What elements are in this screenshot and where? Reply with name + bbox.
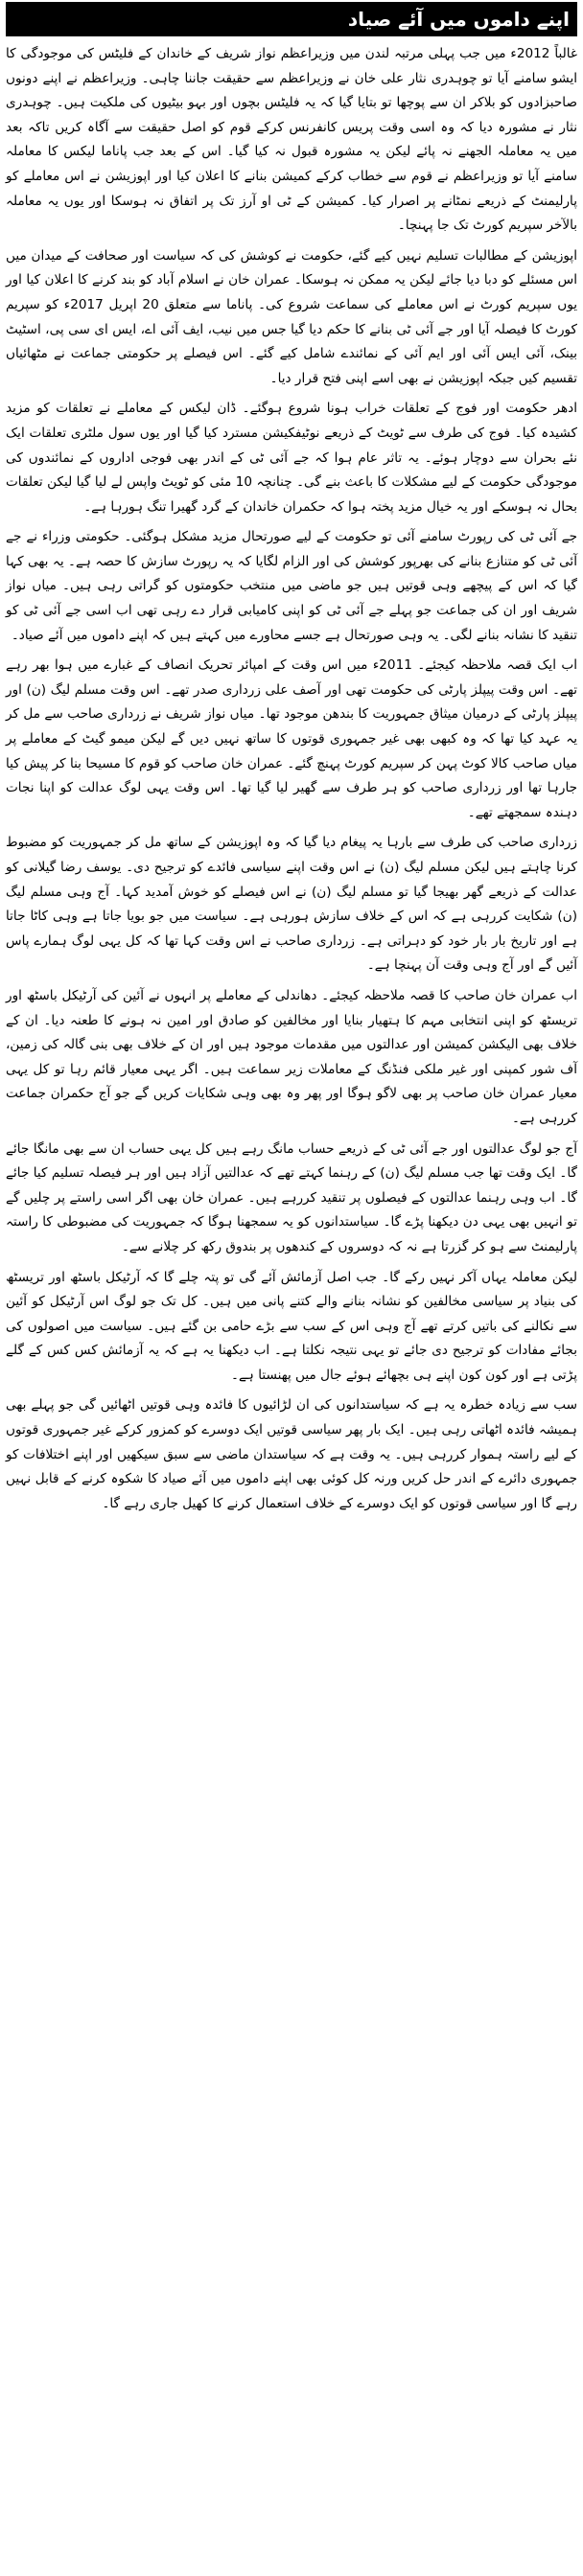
paragraph-7: اب عمران خان صاحب کا قصہ ملاحظہ کیجئے۔ دھاندلی کے معاملے پر انہوں نے آئین کی آرٹیکل باسٹھ اور تریسٹھ کو اپنی انتخابی مہم کا ہتھیار بنایا اور مخالفین کو صادق اور امین نہ ہونے کا طعنہ دیا۔ ان کے خلاف بھی الیکشن کمیشن اور عدالتوں میں مقدمات موجود ہیں اور ان کے خلاف بھی بنی گالہ کی زمین، آف شور کمپنی اور غیر ملکی فنڈنگ کے معاملات زیر سماعت ہیں۔ اگر یہی معیار قائم رہا تو کل یہی معیار عمران خان صاحب پر بھی لاگو ہوگا اور پھر وہ بھی وہی شکایات کریں گے جو آج حکمران جماعت کررہی ہے۔ <box>6 987 577 1126</box>
paragraph-6: زرداری صاحب کی طرف سے بارہا یہ پیغام دیا گیا کہ وہ اپوزیشن کے ساتھ مل کر جمہوریت کو مضبوط کرنا چاہتے ہیں لیکن مسلم لیگ (ن) نے اس وقت اپنے سیاسی فائدے کو ترجیح دی۔ یوسف رضا گیلانی کو عدالت کے ذریعے گھر بھیجا گیا تو مسلم لیگ (ن) نے اس فیصلے کو خوش آمدید کہا۔ آج وہی مسلم لیگ (ن) شکایت کررہی ہے کہ اس کے خلاف سازش ہورہی ہے۔ سیاست میں جو بویا جاتا ہے وہی کاٹا جاتا ہے اور تاریخ بار بار خود کو دہراتی ہے۔ زرداری صاحب نے اس وقت کہا تھا کہ کل یہی لوگ ہمارے پاس آئیں گے اور آج وہی وقت آن پہنچا ہے۔ <box>6 835 577 974</box>
headline: اپنے داموں میں آئے صیاد <box>347 8 570 31</box>
paragraph-2: اپوزیشن کے مطالبات تسلیم نہیں کیے گئے، حکومت نے کوشش کی کہ سیاست اور صحافت کے میدان میں اس مسئلے کو دبا دیا جائے لیکن یہ ممکن نہ ہوسکا۔ عمران خان نے اسلام آباد کو بند کرنے کا اعلان کیا اور یوں سپریم کورٹ نے اس معاملے کی سماعت شروع کی۔ پاناما سے متعلق 20 اپریل 2017ء کو سپریم کورٹ کا فیصلہ آیا اور جے آئی ٹی بنانے کا حکم دیا گیا جس میں نیب، ایف آئی اے، ایس ای سی پی، اسٹیٹ بینک، آئی ایس آئی اور ایم آئی کے نمائندے شامل کیے گئے۔ اس فیصلے پر حکومتی جماعت نے مٹھائیاں تقسیم کیں جبکہ اپوزیشن نے بھی اسے اپنی فتح قرار دیا۔ <box>6 247 578 386</box>
paragraph-3: ادھر حکومت اور فوج کے تعلقات خراب ہونا شروع ہوگئے۔ ڈان لیکس کے معاملے نے تعلقات کو مزید کشیدہ کیا۔ فوج کی طرف سے ٹویٹ کے ذریعے نوٹیفکیشن مسترد کیا گیا اور یوں سول ملٹری تعلقات ایک نئے بحران سے دوچار ہوئے۔ یہ تاثر عام ہوا کہ جے آئی ٹی کے اندر بھی فوجی اداروں کے نمائندوں کی موجودگی حکومت کے لیے مشکلات کا باعث بنے گی۔ چنانچہ 10 مئی کو ٹویٹ واپس لے لیا گیا لیکن تعلقات بحال نہ ہوسکے اور یہ خیال مزید پختہ ہوا کہ حکمران خاندان کے گرد گھیرا تنگ ہورہا ہے۔ <box>6 401 577 515</box>
paragraph-10: سب سے زیادہ خطرہ یہ ہے کہ سیاستدانوں کی ان لڑائیوں کا فائدہ وہی قوتیں اٹھائیں گی جو پہلے بھی ہمیشہ فائدہ اٹھاتی رہی ہیں۔ ایک بار پھر سیاسی قوتیں ایک دوسرے کو کمزور کرکے غیر جمہوری قوتوں کے لیے راستہ ہموار کررہی ہیں۔ یہ وقت ہے کہ سیاستدان ماضی سے سبق سیکھیں اور اپنے اختلافات کو جمہوری دائرے کے اندر حل کریں ورنہ کل کوئی بھی اپنے داموں میں آئے صیاد کا شکوہ کرنے کے قابل نہیں رہے گا اور سیاسی قوتوں کو ایک دوسرے کے خلاف استعمال کرنے کا کھیل جاری رہے گا۔ <box>6 1397 577 1511</box>
paragraph-5: اب ایک قصہ ملاحظہ کیجئے۔ 2011ء میں اس وقت کے امپائر تحریک انصاف کے غبارے میں ہوا بھر رہے تھے۔ اس وقت پیپلز پارٹی کی حکومت تھی اور آصف علی زرداری صدر تھے۔ اس وقت مسلم لیگ (ن) اور پیپلز پارٹی کے درمیان میثاق جمہوریت کا بندھن موجود تھا۔ میاں نواز شریف نے زرداری صاحب سے مل کر یہ عہد کیا تھا کہ وہ کبھی بھی غیر جمہوری قوتوں کا ساتھ نہیں دیں گے لیکن میمو گیٹ کے معاملے پر میاں صاحب کالا کوٹ پہن کر سپریم کورٹ پہنچ گئے۔ عمران خان صاحب کو قوم کا مسیحا بنا کر پیش کیا جارہا تھا اور زرداری صاحب کو ہر طرف سے گھیر لیا گیا تھا۔ اس وقت یہی لوگ عدالت کو اپنا نجات دہندہ سمجھتے تھے۔ <box>6 657 578 820</box>
paragraph-9: لیکن معاملہ یہاں آکر نہیں رکے گا۔ جب اصل آزمائش آئے گی تو پتہ چلے گا کہ آرٹیکل باسٹھ اور تریسٹھ کی بنیاد پر سیاسی مخالفین کو نشانہ بنانے والے کتنے پانی میں ہیں۔ کل تک جو لوگ اس آرٹیکل کو آئین سے نکالنے کی باتیں کرتے تھے آج وہی اس کے سب سے بڑے حامی بن گئے ہیں۔ سیاست میں اصولوں کی بجائے مفادات کو ترجیح دی جائے تو یہی نتیجہ نکلتا ہے۔ اب دیکھنا یہ ہے کہ یہ آزمائش کس کس کے گلے پڑتی ہے اور کون کون اپنے ہی بچھائے ہوئے جال میں پھنستا ہے۔ <box>6 1269 577 1383</box>
paragraph-4: جے آئی ٹی کی رپورٹ سامنے آئی تو حکومت کے لیے صورتحال مزید مشکل ہوگئی۔ حکومتی وزراء نے جے آئی ٹی کو متنازع بنانے کی بھرپور کوشش کی اور الزام لگایا کہ یہ رپورٹ سازش کا حصہ ہے۔ یہ بھی کہا گیا کہ اس کے پیچھے وہی قوتیں ہیں جو ماضی میں منتخب حکومتوں کو گراتی رہی ہیں۔ میاں نواز شریف اور ان کی جماعت جو پہلے جے آئی ٹی کو اپنی کامیابی قرار دے رہی تھی اب اسی جے آئی ٹی کو تنقید کا نشانہ بنانے لگی۔ یہ وہی صورتحال ہے جسے محاورے میں کہتے ہیں کہ اپنے داموں میں آئے صیاد۔ <box>6 529 577 643</box>
article-body <box>6 42 577 1516</box>
headline-banner <box>6 2 577 36</box>
paragraph-8: آج جو لوگ عدالتوں اور جے آئی ٹی کے ذریعے حساب مانگ رہے ہیں کل یہی حساب ان سے بھی مانگا جائے گا۔ ایک وقت تھا جب مسلم لیگ (ن) کے رہنما کہتے تھے کہ عدالتیں آزاد ہیں اور ہر فیصلہ تسلیم کیا جائے گا۔ اب وہی رہنما عدالتوں کے فیصلوں پر تنقید کررہے ہیں۔ عمران خان بھی اگر اسی راستے پر چلیں گے تو انہیں بھی یہی دن دیکھنا پڑے گا۔ سیاستدانوں کو یہ سمجھنا ہوگا کہ جمہوریت کی مضبوطی کا راستہ پارلیمنٹ سے ہو کر گزرتا ہے نہ کہ دوسروں کے کندھوں پر بندوق رکھ کر چلانے سے۔ <box>6 1140 577 1254</box>
paragraph-1: غالباً 2012ء میں جب پہلی مرتبہ لندن میں وزیراعظم نواز شریف کے خاندان کے فلیٹس کی موجودگی کا ایشو سامنے آیا تو چوہدری نثار علی خان نے وزیراعظم سے حقیقت جاننا چاہی۔ وزیراعظم نے اپنے دونوں صاحبزادوں کو بلاکر ان سے پوچھا تو بتایا گیا کہ یہ فلیٹس بچوں اور بہو بیٹیوں کی ملکیت ہیں۔ چوہدری نثار نے مشورہ دیا کہ وہ اسی وقت پریس کانفرنس کرکے قوم کو اصل حقیقت سے آگاہ کریں تاکہ بعد میں یہ معاملہ الجھنے نہ پائے لیکن یہ مشورہ قبول نہ کیا گیا۔ اس کے بعد جب پاناما لیکس کا معاملہ سامنے آیا تو وزیراعظم نے قوم سے خطاب کرکے کمیشن بنانے کا اعلان کیا اور اپوزیشن نے اس معاملے کو پارلیمنٹ کے ذریعے نمٹانے پر اصرار کیا۔ کمیشن کے ٹی او آرز تک پر اتفاق نہ ہوسکا اور یوں یہ معاملہ بالآخر سپریم کورٹ تک جا پہنچا۔ <box>6 46 577 234</box>
